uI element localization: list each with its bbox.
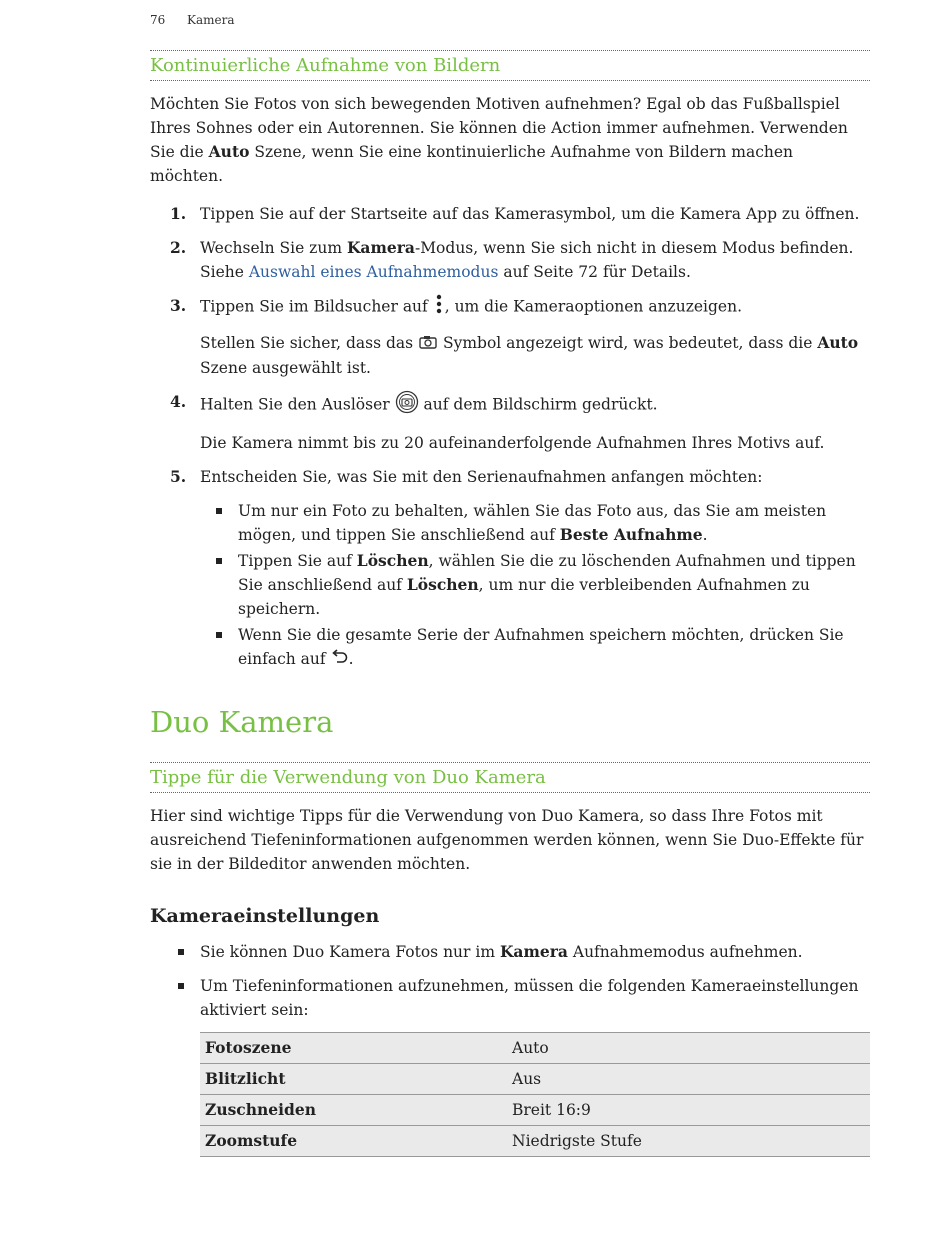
list-item: Sie können Duo Kamera Fotos nur im Kamera Aufnahmemodus aufnehmen. [150, 940, 870, 964]
back-icon [331, 648, 349, 672]
setting-name: Zoomstufe [200, 1126, 507, 1157]
table-row [200, 1033, 870, 1064]
header-section: Kamera [187, 13, 235, 27]
auto-scene-icon [418, 332, 438, 356]
chapter-title: Duo Kamera [150, 705, 334, 739]
setting-value: Breit 16:9 [507, 1095, 870, 1126]
table-row [200, 1064, 870, 1095]
camera-settings-list [150, 940, 870, 1022]
list-item: Um nur ein Foto zu behalten, wählen Sie das Foto aus, das Sie am meisten mögen, und tippen Sie anschließend auf Beste Aufnahme. [200, 499, 870, 547]
step-3: 3. Tippen Sie im Bildsucher auf , um die Kameraoptionen anzuzeigen. Stellen Sie sicher, dass das Symbol angezeigt wird, was bedeutet, dass die Auto Szene ausgewählt ist. [150, 294, 870, 380]
step-5-options [200, 499, 870, 672]
step-5: 5. Entscheiden Sie, was Sie mit den Serienaufnahmen anfangen möchten: Um nur ein Foto zu behalten, wählen Sie das Foto aus, das Sie am meisten mögen, und tippen Sie anschließend auf Beste Aufnahme. Tippen Sie auf Löschen, wählen Sie die zu löschenden Aufnahmen und tippen Sie anschließend auf Löschen, um nur die verbleibenden Aufnahmen zu speichern. Wenn Sie die gesamte Serie der Aufnahmen speichern möchten, drücken Sie einfach auf . [150, 465, 870, 672]
step-4-note: Die Kamera nimmt bis zu 20 aufeinanderfolgende Aufnahmen Ihres Motivs auf. [200, 434, 825, 452]
step-3-note: Stellen Sie sicher, dass das Symbol angezeigt wird, was bedeutet, dass die Auto Szene ausgewählt ist. [200, 333, 859, 377]
setting-value: Aus [507, 1064, 870, 1095]
page-content [150, 50, 870, 1157]
section-title-continuous: Kontinuierliche Aufnahme von Bildern [150, 51, 870, 81]
intro-paragraph: Möchten Sie Fotos von sich bewegenden Motiven aufnehmen? Egal ob das Fußballspiel Ihres Sohnes oder ein Autorennen. Sie können die Action immer aufnehmen. Verwenden Sie die Auto Szene, wenn Sie eine kontinuierliche Aufnahme von Bildern machen möchten. [150, 95, 848, 185]
steps-list [150, 202, 870, 672]
list-item: Um Tiefeninformationen aufzunehmen, müssen die folgenden Kameraeinstellungen aktiviert sein: [150, 974, 870, 1022]
setting-name: Zuschneiden [200, 1095, 507, 1126]
step-1: 1. Tippen Sie auf der Startseite auf das Kamerasymbol, um die Kamera App zu öffnen. [170, 204, 860, 223]
link-shooting-mode[interactable]: Auswahl eines Aufnahmemodus [248, 263, 499, 281]
page-header [150, 8, 235, 32]
setting-name: Fotoszene [200, 1033, 507, 1064]
shutter-icon [395, 390, 419, 421]
table-row [200, 1126, 870, 1157]
step-4: 4. Halten Sie den Auslöser auf dem Bildschirm gedrückt. Die Kamera nimmt bis zu 20 aufeinanderfolgende Aufnahmen Ihres Motivs auf. [150, 390, 870, 455]
more-options-icon [433, 294, 445, 321]
step-2: 2. Wechseln Sie zum Kamera-Modus, wenn Sie sich nicht in diesem Modus befinden. Siehe Auswahl eines Aufnahmemodus auf Seite 72 für Details. [170, 238, 854, 281]
page-number: 76 [150, 13, 166, 27]
setting-value: Niedrigste Stufe [507, 1126, 870, 1157]
table-row [200, 1095, 870, 1126]
section-title-duo-tips: Tippe für die Verwendung von Duo Kamera [150, 763, 870, 793]
subheading-camera-settings: Kameraeinstellungen [150, 905, 380, 927]
camera-settings-table [200, 1032, 870, 1157]
setting-value: Auto [507, 1033, 870, 1064]
duo-intro-paragraph: Hier sind wichtige Tipps für die Verwendung von Duo Kamera, so dass Ihre Fotos mit ausreichend Tiefeninformationen aufgenommen werden können, wenn Sie Duo-Effekte für sie in der Bildeditor anwenden möchten. [150, 807, 864, 873]
list-item: Tippen Sie auf Löschen, wählen Sie die zu löschenden Aufnahmen und tippen Sie anschließend auf Löschen, um nur die verbleibenden Aufnahmen zu speichern. [200, 549, 870, 621]
setting-name: Blitzlicht [200, 1064, 507, 1095]
list-item: Wenn Sie die gesamte Serie der Aufnahmen speichern möchten, drücken Sie einfach auf . [200, 623, 870, 672]
